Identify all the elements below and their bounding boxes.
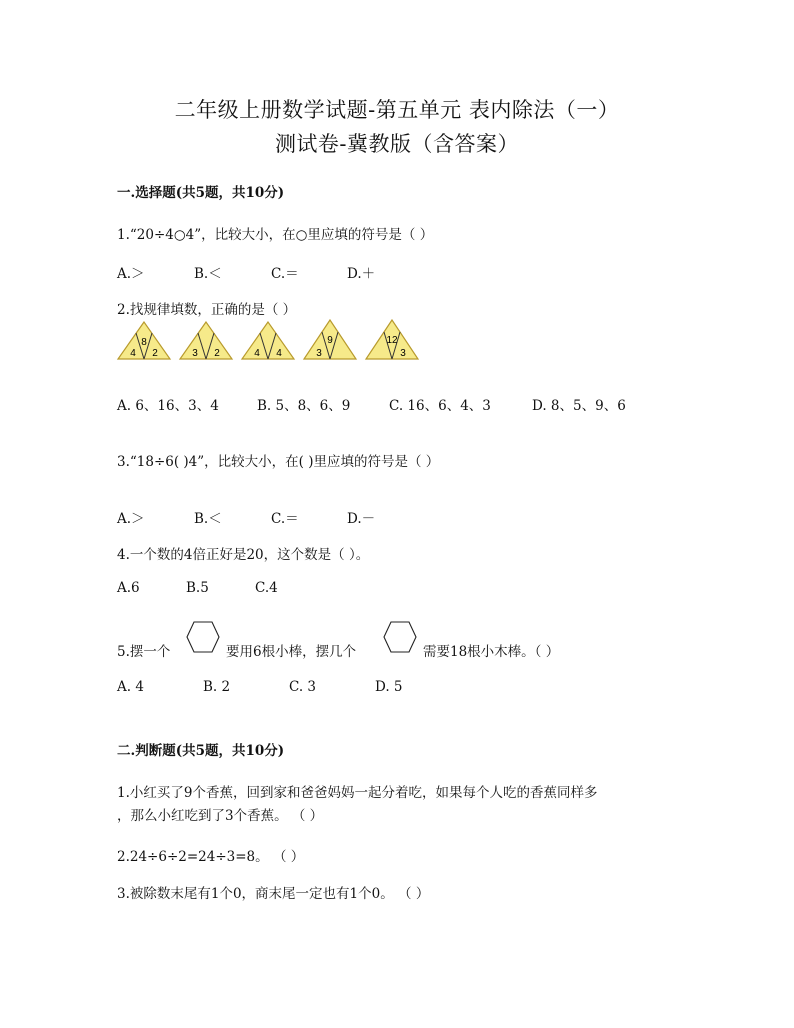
q3-option-d[interactable]: D.－ [347,511,376,527]
q1-option-b[interactable]: B.＜ [194,266,222,282]
triangle-2-left: 3 [192,348,198,359]
q1-option-d[interactable]: D.＋ [347,266,376,282]
question-4: 4.一个数的4倍正好是20，这个数是（ ）。 [117,547,370,563]
hexagon-icon [382,619,418,655]
triangle-2-right: 2 [214,348,220,359]
triangle-1-left: 4 [130,348,136,359]
triangle-3-right: 4 [276,348,282,359]
judgment-2: 2.24÷6÷2=24÷3=8。 （ ） [117,849,305,865]
triangle-1-top: 8 [141,337,147,348]
page-title-line2: 测试卷-冀教版（含答案） [274,132,520,156]
question-3: 3.“18÷6( )4”，比较大小，在( )里应填的符号是（ ） [117,454,440,470]
triangle-3 [242,322,294,359]
question-5-part3: 需要18根小木棒。（ ） [423,644,560,660]
q2-option-d[interactable]: D. 8、5、9、6 [532,398,626,414]
q4-option-c[interactable]: C.4 [255,580,278,596]
q2-option-c[interactable]: C. 16、6、4、3 [389,398,491,414]
hexagon-icon [185,619,221,655]
q2-option-b[interactable]: B. 5、8、6、9 [257,398,351,414]
triangle-1-right: 2 [152,348,158,359]
q5-option-b[interactable]: B. 2 [203,679,231,695]
triangle-4-left: 3 [316,348,322,359]
question-5-part1: 5.摆一个 [117,644,171,660]
triangle-pattern-figure [115,319,425,363]
triangle-3-left: 4 [254,348,260,359]
q3-option-b[interactable]: B.＜ [194,511,222,527]
triangle-4 [304,320,356,359]
page-title-line1: 二年级上册数学试题-第五单元 表内除法（一） [174,98,620,122]
triangle-5-right: 3 [400,348,406,359]
q5-option-a[interactable]: A. 4 [117,679,144,695]
q1-option-a[interactable]: A.＞ [117,266,145,282]
question-5-part2: 要用6根小棒，摆几个 [226,644,357,660]
question-1: 1.“20÷4○4”，比较大小，在○里应填的符号是（ ） [117,227,434,243]
q4-option-b[interactable]: B.5 [186,580,209,596]
question-2: 2.找规律填数，正确的是（ ） [117,302,297,318]
triangle-5 [366,320,418,359]
q5-option-c[interactable]: C. 3 [289,679,317,695]
judgment-1-line1: 1.小红买了9个香蕉，回到家和爸爸妈妈一起分着吃，如果每个人吃的香蕉同样多 [117,785,598,801]
q4-option-a[interactable]: A.6 [117,580,140,596]
triangle-5-top: 12 [386,335,398,346]
section-heading-judgment: 二.判断题(共5题，共10分) [117,743,285,759]
triangle-4-top: 9 [327,335,333,346]
q2-option-a[interactable]: A. 6、16、3、4 [117,398,219,414]
judgment-1-line2: ，那么小红吃到了3个香蕉。 （ ） [117,808,324,824]
section-heading-choice: 一.选择题(共5题，共10分) [117,185,285,201]
q1-option-c[interactable]: C.＝ [271,266,299,282]
q5-option-d[interactable]: D. 5 [375,679,403,695]
triangle-1 [118,322,170,359]
triangle-2 [180,322,232,359]
q3-option-a[interactable]: A.＞ [117,511,145,527]
q3-option-c[interactable]: C.＝ [271,511,299,527]
judgment-3: 3.被除数末尾有1个0，商末尾一定也有1个0。 （ ） [117,886,430,902]
